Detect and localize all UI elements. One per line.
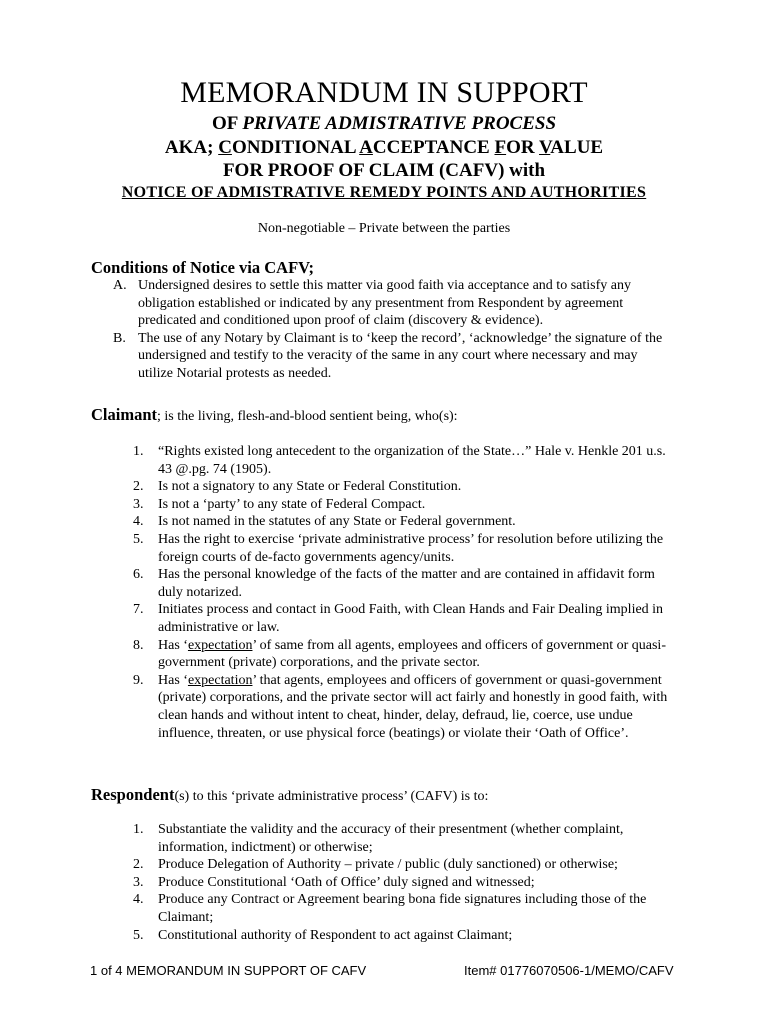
list-item bbox=[133, 637, 678, 672]
aka-text: CCEPTANCE bbox=[372, 137, 495, 158]
claimant-list bbox=[133, 443, 678, 742]
claimant-heading bbox=[91, 405, 458, 425]
list-item bbox=[133, 874, 678, 892]
subtitle-italic: PRIVATE ADMISTRATIVE PROCESS bbox=[242, 113, 557, 134]
non-negotiable-note: Non-negotiable – Private between the parties bbox=[257, 221, 511, 236]
list-item bbox=[133, 496, 678, 514]
underlined-letter: C bbox=[218, 137, 232, 158]
footer-page-info: 1 of 4 MEMORANDUM IN SUPPORT OF CAFV bbox=[90, 963, 367, 978]
item-number: 5. bbox=[133, 927, 144, 943]
item-text: Has the personal knowledge of the facts of the matter and are contained in affidavit form duly notarized. bbox=[158, 567, 655, 600]
list-item bbox=[133, 672, 678, 742]
subtitle-line-2 bbox=[0, 137, 768, 159]
item-number: 7. bbox=[133, 602, 144, 618]
aka-text: AKA; bbox=[164, 137, 219, 158]
item-text: Has ‘ bbox=[158, 637, 188, 653]
underlined-letter: A bbox=[359, 137, 373, 158]
item-text: ’ that agents, employees and officers of government or quasi-government (private) corporations, and the private sector will act fairly and honestly in good faith, with clean hands and without intent to cheat, hinder, delay, defraud, lie, coerce, use undue influence, threaten, or use physical force (beatings) or violate their ‘Oath of Office’. bbox=[158, 672, 668, 741]
underlined-letter: F bbox=[494, 137, 507, 158]
subtitle-line-3: FOR PROOF OF CLAIM (CAFV) with bbox=[222, 160, 546, 181]
item-number: 5. bbox=[133, 531, 144, 547]
item-number: 9. bbox=[133, 672, 144, 688]
item-text: Produce Constitutional ‘Oath of Office’ duly signed and witnessed; bbox=[158, 874, 535, 890]
item-number: A. bbox=[113, 278, 127, 293]
item-text: Produce any Contract or Agreement bearing bona fide signatures including those of the Claimant; bbox=[158, 892, 647, 925]
item-number: 2. bbox=[133, 857, 144, 873]
list-item bbox=[113, 277, 673, 330]
list-item bbox=[133, 531, 678, 566]
item-number: 2. bbox=[133, 479, 144, 495]
respondent-list bbox=[133, 821, 678, 944]
item-text: Has the right to exercise ‘private administrative process’ for resolution before utilizing the foreign courts of de-facto governments agency/units. bbox=[158, 531, 664, 565]
subtitle-line-4: NOTICE OF ADMISTRATIVE REMEDY POINTS AND AUTHORITIES bbox=[121, 184, 647, 201]
item-number: 3. bbox=[133, 874, 144, 890]
item-number: 4. bbox=[133, 892, 144, 908]
item-text: Constitutional authority of Respondent to act against Claimant; bbox=[158, 927, 513, 943]
item-text: Is not named in the statutes of any State or Federal government. bbox=[158, 514, 516, 530]
item-text: ’ of same from all agents, employees and officers of government or quasi-government (private) corporations, and the private sector. bbox=[158, 637, 666, 671]
item-number: 4. bbox=[133, 514, 144, 530]
conditions-heading: Conditions of Notice via CAFV; bbox=[91, 258, 315, 277]
footer-item-number: Item# 01776070506-1/MEMO/CAFV bbox=[464, 963, 674, 978]
item-number: 1. bbox=[133, 444, 144, 459]
list-item bbox=[133, 478, 678, 496]
aka-text: ONDITIONAL bbox=[231, 137, 360, 158]
subtitle-of: OF bbox=[211, 113, 243, 134]
list-item bbox=[133, 601, 678, 636]
underlined-word: expectation bbox=[187, 672, 253, 688]
list-item bbox=[133, 443, 678, 478]
respondent-label: Respondent bbox=[91, 785, 175, 804]
underlined-letter: V bbox=[539, 137, 551, 158]
list-item bbox=[133, 821, 678, 856]
document-title: MEMORANDUM IN SUPPORT bbox=[180, 76, 588, 109]
item-text: “Rights existed long antecedent to the organization of the State…” Hale v. Henkle 201 u.s. 43 @.pg. 74 (1905). bbox=[158, 444, 666, 477]
item-number: 3. bbox=[133, 496, 144, 512]
item-text: Is not a ‘party’ to any state of Federal Compact. bbox=[158, 496, 426, 512]
list-item bbox=[133, 927, 678, 945]
list-item bbox=[113, 330, 673, 383]
claimant-label: Claimant bbox=[91, 405, 157, 424]
item-text: Substantiate the validity and the accuracy of their presentment (whether complaint, information, indictment) or otherwise; bbox=[158, 822, 624, 855]
aka-text: ALUE bbox=[550, 137, 604, 158]
item-text: Initiates process and contact in Good Faith, with Clean Hands and Fair Dealing implied in administrative or law. bbox=[158, 602, 664, 635]
item-text: Has ‘ bbox=[158, 672, 188, 688]
item-number: 6. bbox=[133, 567, 144, 583]
item-text: Undersigned desires to settle this matter via good faith via acceptance and to satisfy any obligation established or indicated by any presentment from Respondent by agreement predicated and conditioned upon proof of claim (discovery & evidence). bbox=[138, 278, 631, 329]
subtitle-line-1 bbox=[0, 113, 768, 135]
claimant-heading-text: ; is the living, flesh-and-blood sentient being, who(s): bbox=[157, 409, 458, 424]
item-number: 1. bbox=[133, 822, 144, 837]
item-text: Produce Delegation of Authority – private / public (duly sanctioned) or otherwise; bbox=[158, 857, 618, 873]
item-text: Is not a signatory to any State or Federal Constitution. bbox=[158, 479, 462, 495]
list-item bbox=[133, 566, 678, 601]
item-number: 8. bbox=[133, 637, 144, 653]
aka-text: OR bbox=[506, 137, 540, 158]
underlined-word: expectation bbox=[187, 637, 253, 653]
list-item bbox=[133, 856, 678, 874]
conditions-list bbox=[113, 277, 673, 383]
list-item bbox=[133, 513, 678, 531]
respondent-heading bbox=[91, 785, 488, 805]
list-item bbox=[133, 891, 678, 926]
respondent-heading-text: (s) to this ‘private administrative process’ (CAFV) is to: bbox=[174, 789, 489, 804]
item-text: The use of any Notary by Claimant is to ‘keep the record’, ‘acknowledge’ the signature of the undersigned and testify to the veracity of the same in any court where necessary and may utilize Notarial protests as needed. bbox=[138, 330, 663, 381]
item-number: B. bbox=[113, 330, 126, 346]
